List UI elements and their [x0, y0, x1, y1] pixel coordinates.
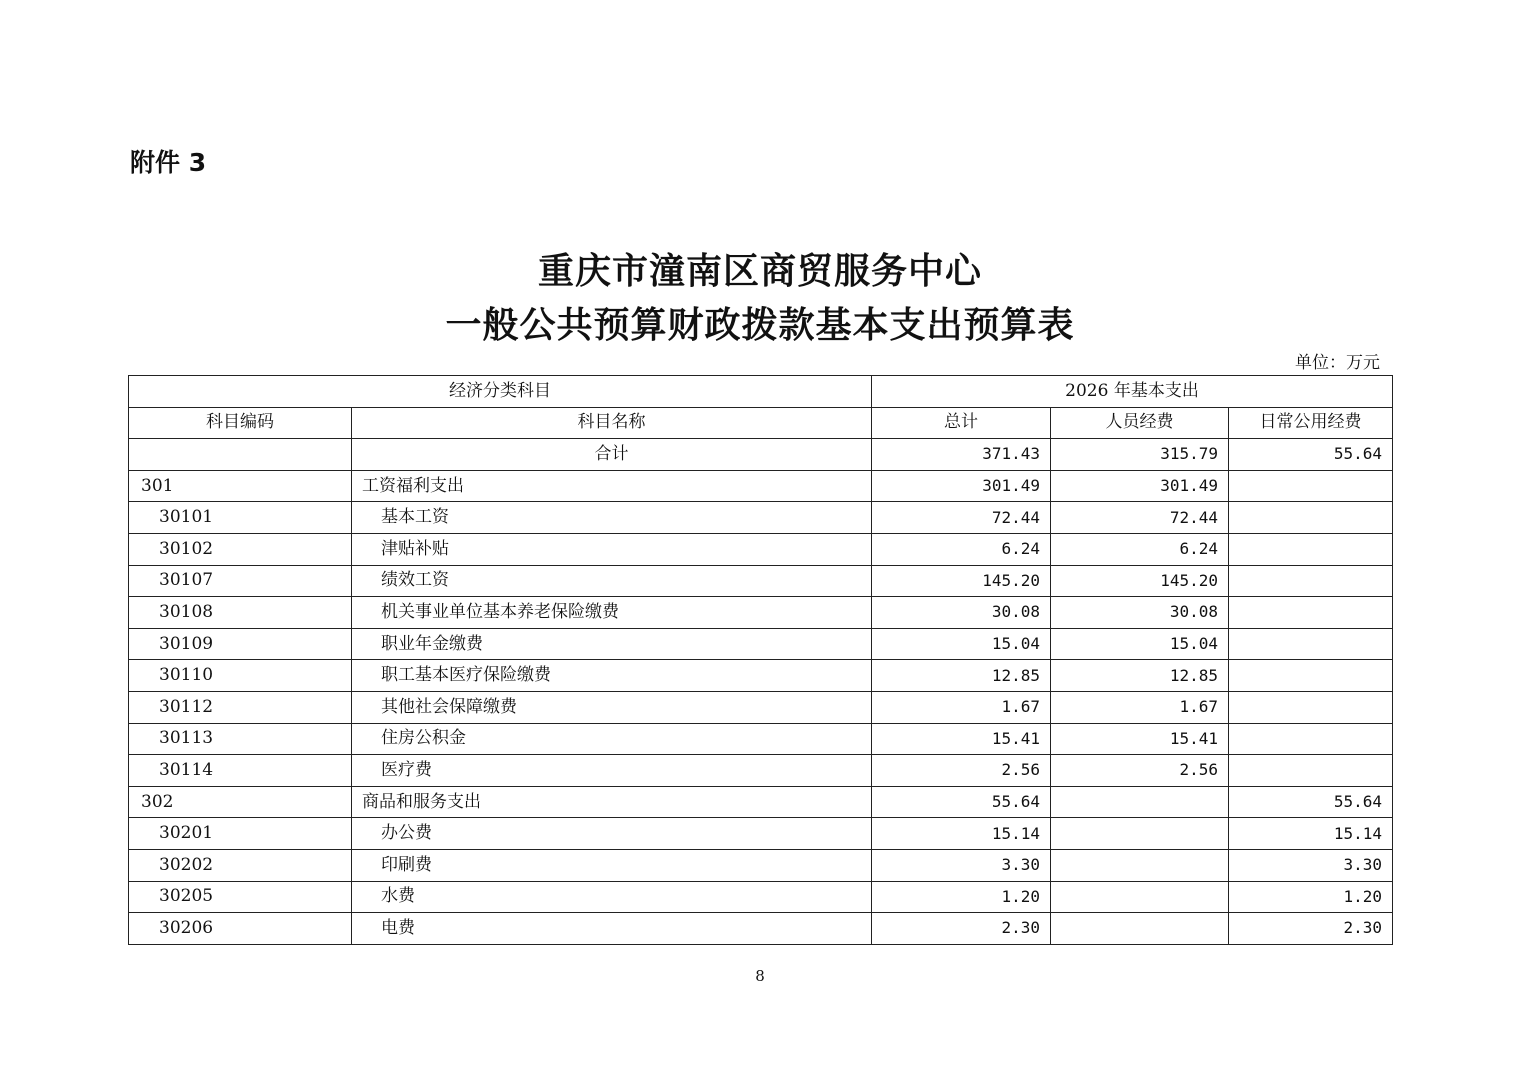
row-name-cell: 绩效工资 [352, 565, 872, 597]
budget-table [128, 375, 1393, 945]
row-total-cell: 15.14 [872, 818, 1051, 850]
column-header-name: 科目名称 [352, 407, 872, 439]
row-public-cell: 1.20 [1229, 881, 1393, 913]
row-public-cell [1229, 628, 1393, 660]
row-code-cell: 30108 [129, 597, 352, 629]
row-public-cell: 15.14 [1229, 818, 1393, 850]
row-personnel-cell: 72.44 [1051, 502, 1229, 534]
column-header-total: 总计 [872, 407, 1051, 439]
row-name-cell: 水费 [352, 881, 872, 913]
table-row [129, 470, 1393, 502]
row-total-cell: 1.20 [872, 881, 1051, 913]
table-column-header-row [129, 407, 1393, 439]
table-row [129, 502, 1393, 534]
row-code-cell: 301 [129, 470, 352, 502]
row-name-cell: 商品和服务支出 [352, 786, 872, 818]
row-personnel-cell [1051, 786, 1229, 818]
row-personnel-cell: 1.67 [1051, 691, 1229, 723]
row-public-cell [1229, 660, 1393, 692]
total-code-cell [129, 439, 352, 471]
row-code-cell: 30113 [129, 723, 352, 755]
row-public-cell [1229, 533, 1393, 565]
row-total-cell: 15.41 [872, 723, 1051, 755]
group-header-economic-class: 经济分类科目 [129, 376, 872, 408]
row-name-cell: 住房公积金 [352, 723, 872, 755]
row-personnel-cell: 15.04 [1051, 628, 1229, 660]
row-total-cell: 72.44 [872, 502, 1051, 534]
table-row [129, 660, 1393, 692]
row-personnel-cell: 2.56 [1051, 755, 1229, 787]
row-personnel-cell [1051, 913, 1229, 945]
total-total-cell: 371.43 [872, 439, 1051, 471]
table-row [129, 913, 1393, 945]
row-code-cell: 30201 [129, 818, 352, 850]
row-personnel-cell [1051, 881, 1229, 913]
table-row [129, 723, 1393, 755]
row-code-cell: 30110 [129, 660, 352, 692]
row-public-cell [1229, 565, 1393, 597]
row-public-cell [1229, 691, 1393, 723]
row-code-cell: 30101 [129, 502, 352, 534]
row-total-cell: 30.08 [872, 597, 1051, 629]
row-public-cell [1229, 470, 1393, 502]
row-personnel-cell: 12.85 [1051, 660, 1229, 692]
total-name-cell: 合计 [352, 439, 872, 471]
row-code-cell: 302 [129, 786, 352, 818]
table-row [129, 755, 1393, 787]
column-header-personnel: 人员经费 [1051, 407, 1229, 439]
row-public-cell: 55.64 [1229, 786, 1393, 818]
row-name-cell: 办公费 [352, 818, 872, 850]
row-code-cell: 30107 [129, 565, 352, 597]
row-total-cell: 1.67 [872, 691, 1051, 723]
row-name-cell: 工资福利支出 [352, 470, 872, 502]
row-code-cell: 30205 [129, 881, 352, 913]
row-personnel-cell [1051, 818, 1229, 850]
row-public-cell [1229, 723, 1393, 755]
total-personnel-cell: 315.79 [1051, 439, 1229, 471]
table-total-row [129, 439, 1393, 471]
row-personnel-cell [1051, 849, 1229, 881]
document-title-line1: 重庆市潼南区商贸服务中心 [537, 251, 982, 292]
row-public-cell [1229, 597, 1393, 629]
row-personnel-cell: 6.24 [1051, 533, 1229, 565]
unit-label: 单位：万元 [1295, 353, 1380, 373]
column-header-public: 日常公用经费 [1229, 407, 1393, 439]
row-public-cell [1229, 755, 1393, 787]
row-total-cell: 145.20 [872, 565, 1051, 597]
row-name-cell: 医疗费 [352, 755, 872, 787]
row-total-cell: 301.49 [872, 470, 1051, 502]
row-total-cell: 2.30 [872, 913, 1051, 945]
row-name-cell: 职业年金缴费 [352, 628, 872, 660]
row-public-cell [1229, 502, 1393, 534]
row-total-cell: 15.04 [872, 628, 1051, 660]
row-public-cell: 3.30 [1229, 849, 1393, 881]
row-name-cell: 机关事业单位基本养老保险缴费 [352, 597, 872, 629]
row-public-cell: 2.30 [1229, 913, 1393, 945]
table-row [129, 786, 1393, 818]
table-row [129, 691, 1393, 723]
row-name-cell: 基本工资 [352, 502, 872, 534]
row-name-cell: 其他社会保障缴费 [352, 691, 872, 723]
row-total-cell: 3.30 [872, 849, 1051, 881]
page-number: 8 [755, 967, 765, 985]
row-name-cell: 电费 [352, 913, 872, 945]
row-name-cell: 印刷费 [352, 849, 872, 881]
document-title-line2: 一般公共预算财政拨款基本支出预算表 [445, 305, 1075, 346]
table-row [129, 849, 1393, 881]
row-total-cell: 55.64 [872, 786, 1051, 818]
row-code-cell: 30206 [129, 913, 352, 945]
row-name-cell: 津贴补贴 [352, 533, 872, 565]
table-row [129, 565, 1393, 597]
row-code-cell: 30202 [129, 849, 352, 881]
row-personnel-cell: 145.20 [1051, 565, 1229, 597]
row-name-cell: 职工基本医疗保险缴费 [352, 660, 872, 692]
row-personnel-cell: 30.08 [1051, 597, 1229, 629]
column-header-code: 科目编码 [129, 407, 352, 439]
attachment-label: 附件 3 [130, 148, 207, 177]
table-row [129, 628, 1393, 660]
group-header-basic-expenditure: 2026 年基本支出 [872, 376, 1393, 408]
table-row [129, 597, 1393, 629]
row-code-cell: 30102 [129, 533, 352, 565]
row-code-cell: 30109 [129, 628, 352, 660]
table-row [129, 881, 1393, 913]
table-group-header-row [129, 376, 1393, 408]
table-row [129, 818, 1393, 850]
row-total-cell: 6.24 [872, 533, 1051, 565]
row-code-cell: 30112 [129, 691, 352, 723]
row-total-cell: 12.85 [872, 660, 1051, 692]
table-row [129, 533, 1393, 565]
total-public-cell: 55.64 [1229, 439, 1393, 471]
row-total-cell: 2.56 [872, 755, 1051, 787]
row-personnel-cell: 15.41 [1051, 723, 1229, 755]
row-personnel-cell: 301.49 [1051, 470, 1229, 502]
row-code-cell: 30114 [129, 755, 352, 787]
